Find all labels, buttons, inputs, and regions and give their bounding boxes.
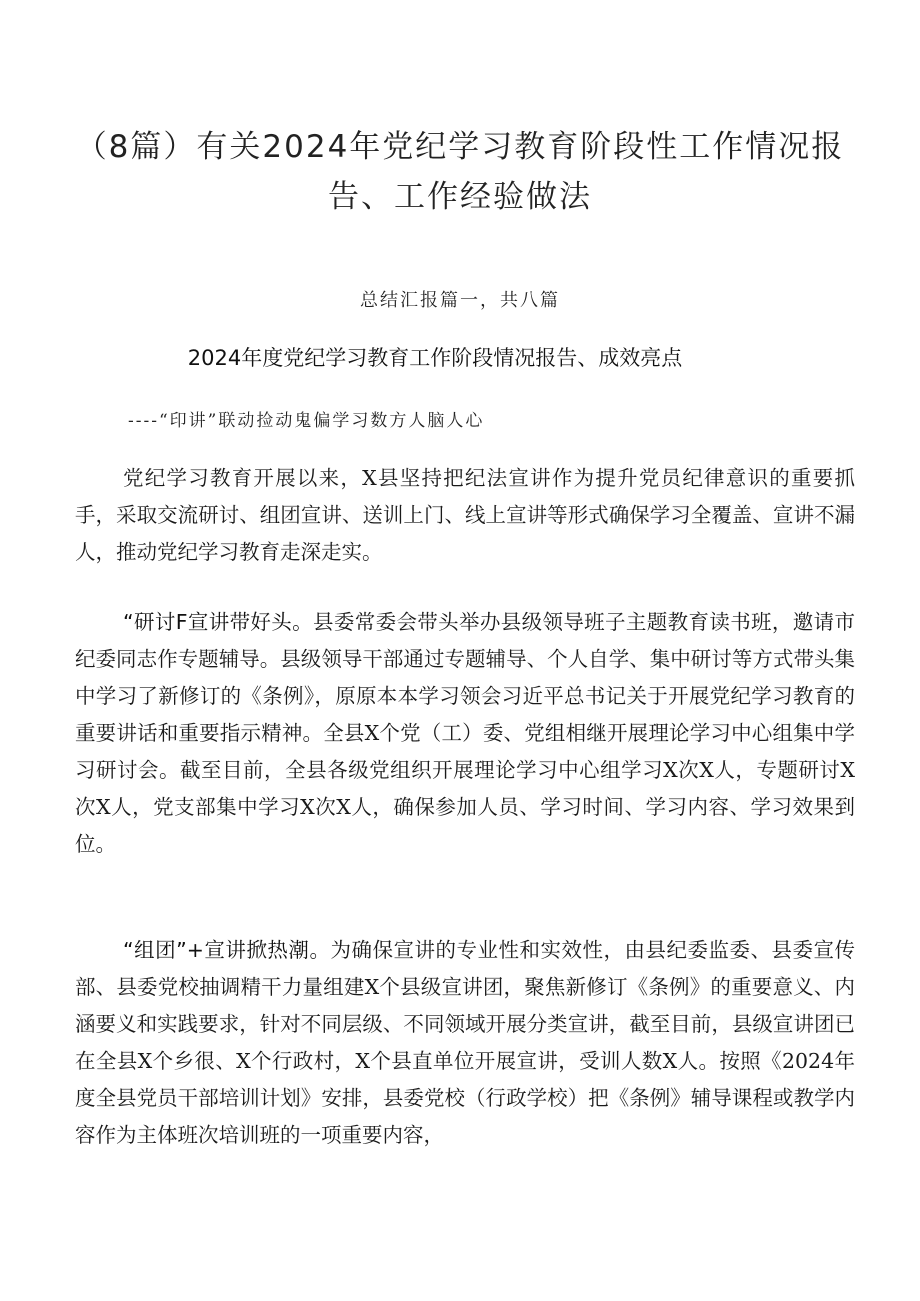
paragraph-study-discussion bbox=[75, 604, 855, 863]
paragraph-lead: “研讨F宣讲带好头。 bbox=[123, 610, 314, 634]
section-tagline: ----“印讲”联动捡动鬼偏学习数方人脑人心 bbox=[128, 411, 485, 431]
document-subtitle: 总结汇报篇一，共八篇 bbox=[360, 290, 560, 311]
document-title: （8篇）有关2024年党纪学习教育阶段性工作情况报告、工作经验做法 bbox=[75, 129, 845, 215]
section-heading: 2024年度党纪学习教育工作阶段情况报告、成效亮点 bbox=[187, 346, 683, 370]
paragraph-lead: “组团”+宣讲掀热潮。 bbox=[123, 938, 331, 962]
paragraph-text: 为确保宣讲的专业性和实效性，由县纪委监委、县委宣传部、县委党校抽调精干力量组建X个县级宣讲团，聚焦新修订《条例》的重要意义、内涵要义和实践要求，针对不同层级、不同领域开展分类宣讲，截至目前，县级宣讲团已在全县X个乡很、X个行政村，X个县直单位开展宣讲，受训人数X人。按照《2024年度全县党员干部培训计划》安排，县委党校（行政学校）把《条例》辅导课程或教学内容作为主体班次培训班的一项重要内容， bbox=[75, 938, 856, 1147]
paragraph-text: 党纪学习教育开展以来，X县坚持把纪法宣讲作为提升党员纪律意识的重要抓手，采取交流研讨、组团宣讲、送训上门、线上宣讲等形式确保学习全覆盖、宣讲不漏人，推动党纪学习教育走深走实。 bbox=[75, 466, 855, 564]
paragraph-intro bbox=[75, 460, 855, 571]
paragraph-group-lecture bbox=[75, 932, 855, 1154]
paragraph-text: 县委常委会带头举办县级领导班子主题教育读书班，邀请市纪委同志作专题辅导。县级领导干部通过专题辅导、个人自学、集中研讨等方式带头集中学习了新修订的《条例》，原原本本学习领会习近平总书记关于开展党纪学习教育的重要讲话和重要指示精神。全县X个党（工）委、党组相继开展理论学习中心组集中学习研讨会。截至目前，全县各级党组织开展理论学习中心组学习X次X人，专题研讨X次X人，党支部集中学习X次X人，确保参加人员、学习时间、学习内容、学习效果到位。 bbox=[75, 610, 855, 856]
